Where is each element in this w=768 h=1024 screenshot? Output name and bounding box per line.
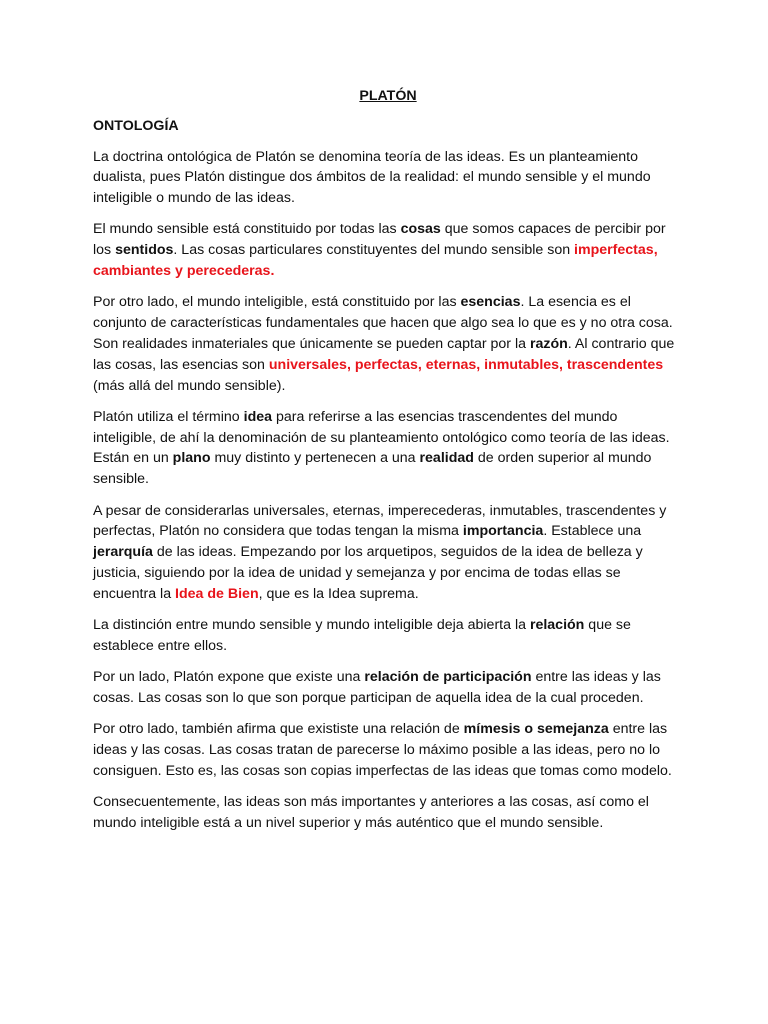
text-run: muy distinto y pertenecen a una: [210, 450, 420, 467]
bold-term: plano: [172, 450, 211, 467]
highlighted-term: imperfectas, cambiantes y perecederas.: [93, 242, 658, 280]
text-run: Por otro lado, el mundo inteligible, está constituido por las: [93, 294, 461, 311]
bold-term: relación: [529, 617, 585, 634]
bold-term: relación de participación: [364, 669, 532, 686]
text-run: para referirse a las esencias trascendentes del mundo inteligible, de ahí la denominación de su planteamiento ontológico como teoría de las ideas. Están en un: [93, 408, 670, 467]
text-run: que se establece entre ellos.: [93, 617, 631, 654]
text-run: . La esencia es el conjunto de características fundamentales que hacen que algo sea lo que es y no otra cosa. Son realidades inmateriales que únicamente se pueden captar por la: [93, 294, 673, 352]
bold-term: esencias: [460, 294, 521, 311]
highlighted-term: universales, perfectas, eternas, inmutables, trascendentes: [268, 356, 664, 373]
bold-term: cosas: [400, 221, 441, 238]
document-body: [93, 147, 683, 834]
paragraph: [93, 219, 683, 281]
text-run: . Las cosas particulares constituyentes del mundo sensible son: [173, 242, 575, 259]
text-run: Consecuentemente, las ideas son más importantes y anteriores a las cosas, así como el mundo inteligible está a un nivel superior y más auténtico que el mundo sensible.: [93, 794, 649, 831]
text-run: , que es la Idea suprema.: [258, 585, 419, 602]
paragraph: [93, 667, 683, 709]
text-run: Por un lado, Platón expone que existe una: [93, 669, 365, 686]
bold-term: idea: [243, 408, 273, 425]
paragraph: [93, 292, 683, 396]
text-run: La distinción entre mundo sensible y mundo inteligible deja abierta la: [93, 617, 530, 634]
bold-term: realidad: [419, 450, 474, 467]
text-run: El mundo sensible está constituido por todas las: [93, 221, 401, 238]
highlighted-term: Idea de Bien: [175, 585, 259, 602]
text-run: (más allá del mundo sensible).: [93, 377, 286, 394]
section-heading: ONTOLOGÍA: [93, 117, 179, 134]
paragraph: [93, 615, 683, 657]
bold-term: sentidos: [115, 242, 174, 259]
bold-term: mímesis o semejanza: [463, 721, 609, 738]
text-run: entre las ideas y las cosas. Las cosas tratan de parecerse lo máximo posible a las ideas, pero no lo consiguen. Esto es, las cosas son copias imperfectas de las ideas que tomas como modelo.: [93, 721, 672, 779]
text-run: La doctrina ontológica de Platón se denomina teoría de las ideas. Es un planteamiento dualista, pues Platón distingue dos ámbitos de la realidad: el mundo sensible y el mundo inteligible o mundo de las ideas.: [93, 148, 651, 207]
text-run: Por otro lado, también afirma que exististe una relación de: [93, 721, 464, 738]
paragraph: [93, 719, 683, 781]
document-page: [93, 86, 683, 844]
paragraph: [93, 792, 683, 834]
text-run: entre las ideas y las cosas. Las cosas son lo que son porque participan de aquella idea de la cual proceden.: [93, 669, 661, 706]
bold-term: razón: [529, 335, 568, 352]
text-run: Platón utiliza el término: [93, 408, 244, 425]
text-run: que somos capaces de percibir por los: [93, 221, 666, 259]
document-title: PLATÓN: [359, 88, 417, 104]
paragraph: [93, 407, 683, 490]
text-run: de las ideas. Empezando por los arquetipos, seguidos de la idea de belleza y justicia, siguiendo por la idea de unidad y semejanza y por encima de todas ellas se encuentra la: [93, 544, 643, 602]
text-run: . Establece una: [543, 523, 642, 540]
text-run: de orden superior al mundo sensible.: [93, 450, 652, 488]
text-run: . Al contrario que las cosas, las esencias son: [93, 335, 675, 373]
paragraph: [93, 501, 683, 605]
bold-term: jerarquía: [93, 544, 153, 561]
bold-term: importancia: [462, 523, 544, 540]
paragraph: [93, 147, 683, 209]
text-run: A pesar de considerarlas universales, eternas, imperecederas, inmutables, trascendentes y perfectas, Platón no considera que todas tengan la misma: [93, 502, 667, 540]
